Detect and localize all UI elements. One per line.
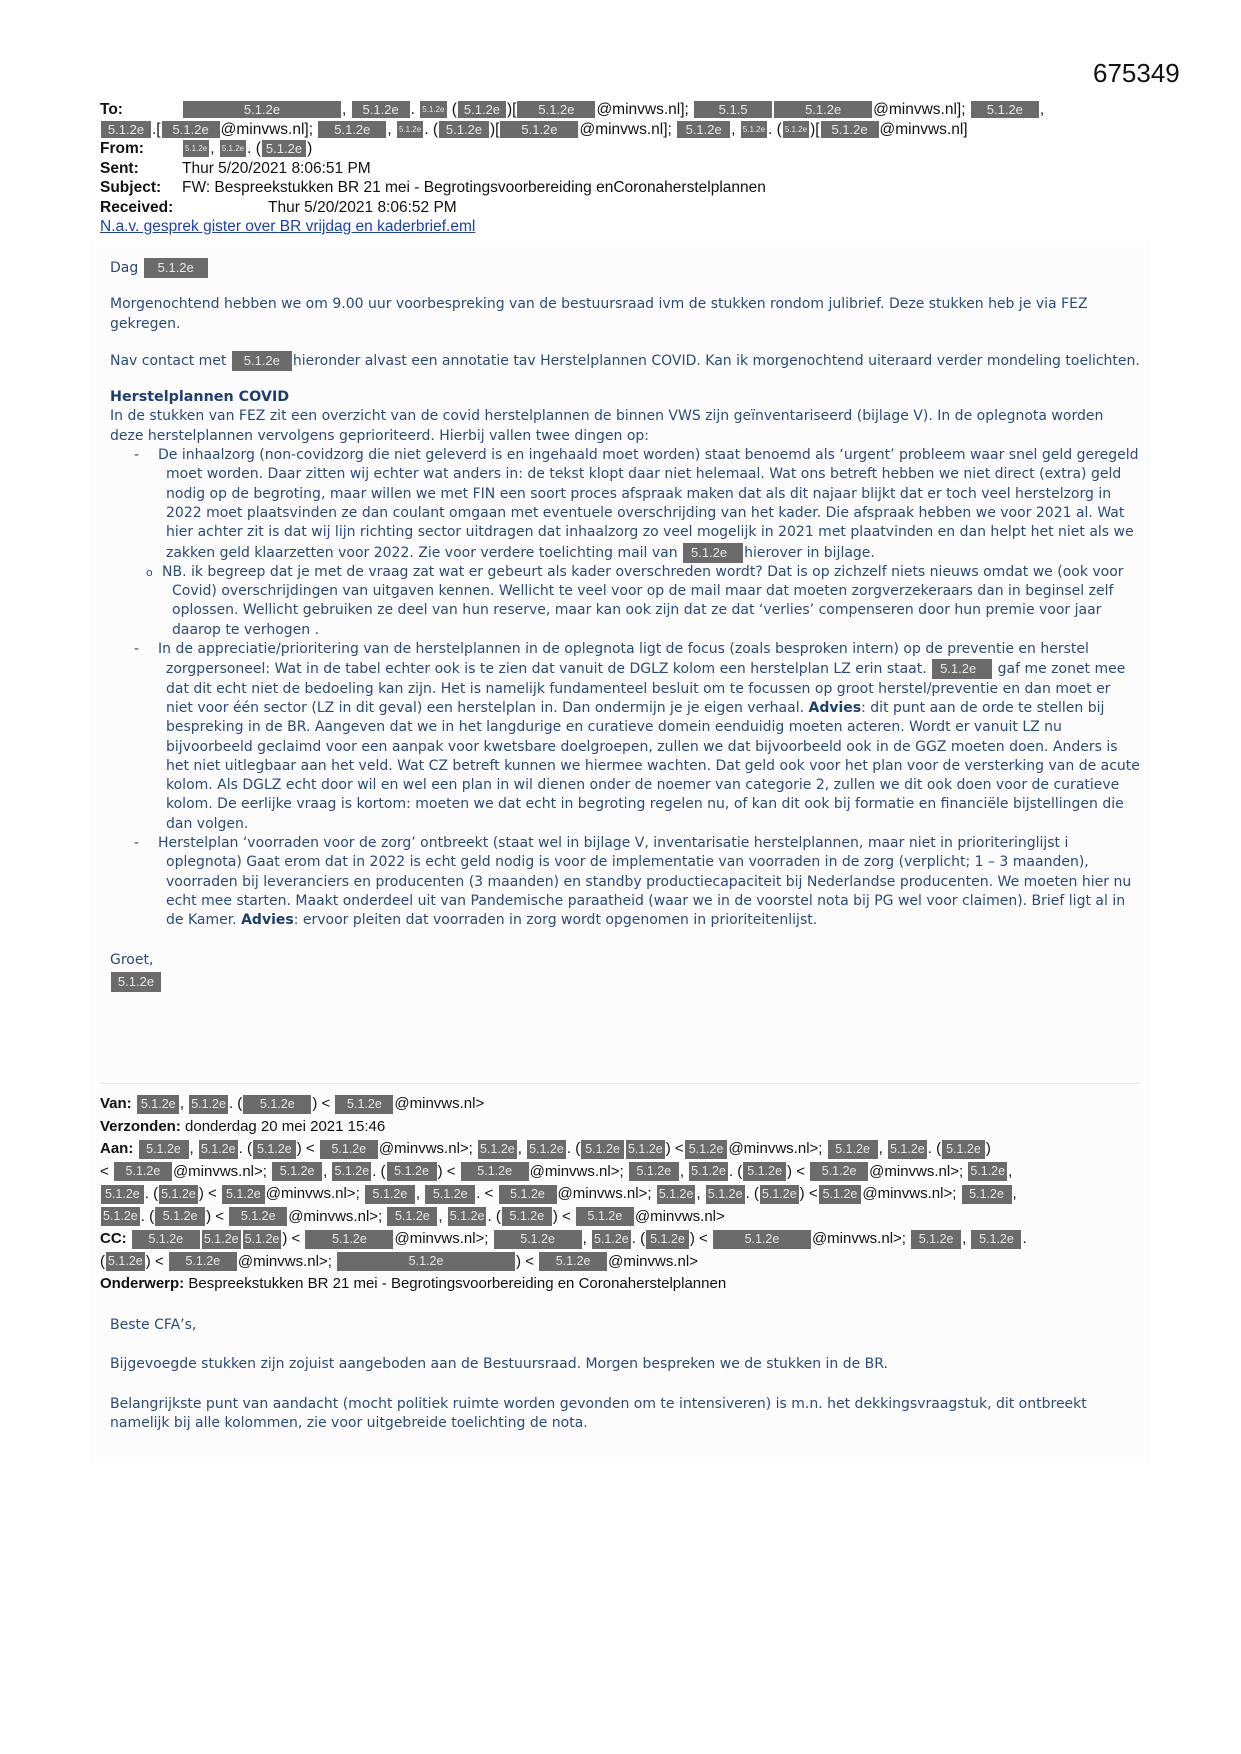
redaction: 5.1.2e <box>232 351 292 371</box>
redaction: 5.1.2e <box>144 258 208 278</box>
redaction: 5.1.2e <box>646 1230 689 1249</box>
verzonden-row <box>100 1116 1140 1139</box>
email-header <box>100 100 1140 237</box>
redaction: 5.1.2e <box>683 543 743 563</box>
redaction: 5.1.2e <box>132 1230 200 1249</box>
aan-row: Aan: 5.1.2e , 5.1.2e . ( 5.1.2e ) < 5.1.2e @minvws.nl>; 5.1.2e , 5.1.2e . ( 5.1.2e 5.1.2e ) < 5.1.2e @minvws.nl>; 5.1.2e , 5.1.2e . ( 5.1.2e ) <box>100 1140 991 1157</box>
redaction: 5.1.2e <box>774 101 872 118</box>
redaction: 5.1.2e <box>420 101 446 118</box>
advies-label: Advies <box>808 699 862 716</box>
p2-after: hieronder alvast een annotatie tav Herstelplannen COVID. Kan ik morgenochtend uiteraard verder mondeling toelichten. <box>292 352 1140 369</box>
redaction: 5.1.2e <box>911 1230 961 1249</box>
redaction: 5.1.2e <box>159 1185 198 1204</box>
van-row: Van: 5.1.2e , 5.1.2e . ( 5.1.2e ) < 5.1.2e @minvws.nl> <box>100 1095 485 1112</box>
redaction: 5.1.2e <box>318 121 386 138</box>
redaction: 5.1.2e <box>741 121 767 138</box>
redaction: 5.1.2e <box>689 1162 728 1181</box>
cc-row: CC: 5.1.2e 5.1.2e 5.1.2e ) < 5.1.2e @minvws.nl>; 5.1.2e , 5.1.2e . ( 5.1.2e ) < 5.1.2e @minvws.nl>; 5.1.2e , 5.1.2e . <box>100 1230 1027 1247</box>
van-label: Van: <box>100 1095 132 1112</box>
redaction: 5.1.2e <box>397 121 423 138</box>
redaction: 5.1.2e <box>439 121 489 138</box>
redaction: 5.1.2e <box>222 1185 265 1204</box>
redaction: 5.1.2e <box>137 1095 179 1114</box>
redaction: 5.1.2e <box>183 140 209 157</box>
redaction: 5.1.2e <box>962 1185 1012 1204</box>
redaction: 5.1.2e <box>155 1207 205 1226</box>
redaction: 5.1.2e <box>478 1140 517 1159</box>
paragraph-2 <box>110 351 1140 371</box>
redaction: 5.1.2e <box>576 1207 634 1226</box>
redaction: 5.1.2e <box>458 101 506 118</box>
sub-list-item: o NB. ik begreep dat je met de vraag zat wat er gebeurt als kader overschreden wordt? Dat is op zichzelf niets nieuws omdat we (ook voor Covid) overschrijdingen van uitgaven kennen. Wellicht te veel voor op de mail maar dat moeten zorgverzekeraars dan in beginsel zelf oplossen. Wellicht gebruiken ze deel van hun reserve, maar kan ook zijn dat ze dat ‘verlies’ compenseren door hun premie voor jaar daarop te verhogen . <box>48 563 1140 640</box>
bullet-text: In de appreciatie/prioritering van de herstelplannen in de oplegnota ligt de focus (zoals besproken intern) op de preventie en herstel zorgpersoneel: Wat in de tabel echter ook is te zien dat vanuit de DGLZ kolom een herstelplan LZ erin staat. <box>158 641 1089 678</box>
p2-before: Nav contact met <box>110 352 227 369</box>
fwd-greeting: Beste CFA’s, <box>110 1317 197 1333</box>
forwarded-body <box>110 1316 1140 1453</box>
redaction: 5.1.2e <box>262 140 306 157</box>
to-row-2: 5.1.2e .[ 5.1.2e @minvws.nl]; 5.1.2e , 5.1.2e . ( 5.1.2e )[ 5.1.2e @minvws.nl]; 5.1.2e , 5.1.2e . ( 5.1.2e )[ 5.1.2e @minvws.nl] <box>100 120 1140 140</box>
aan-row-2: < 5.1.2e @minvws.nl>; 5.1.2e , 5.1.2e . ( 5.1.2e ) < 5.1.2e @minvws.nl>; 5.1.2e , 5.1.2e . ( 5.1.2e ) < 5.1.2e @minvws.nl>; 5.1.2e , <box>100 1162 1013 1180</box>
aan-row-3: 5.1.2e . ( 5.1.2e ) < 5.1.2e @minvws.nl>; 5.1.2e , 5.1.2e . < 5.1.2e @minvws.nl>; 5.1.2e , 5.1.2e . ( 5.1.2e ) < 5.1.2e @minvws.nl>; 5.1.2e , <box>100 1183 1140 1206</box>
redaction: 5.1.2e <box>106 1252 145 1271</box>
subject-row <box>100 178 1140 198</box>
redaction: 5.1.2e <box>942 1140 985 1159</box>
redaction: 5.1.2e <box>819 1185 862 1204</box>
message-body <box>110 258 1140 992</box>
redaction: 5.1.2e <box>677 121 730 138</box>
redaction: 5.1.2e <box>888 1140 927 1159</box>
onderwerp-row <box>100 1273 1140 1296</box>
redaction: 5.1.2e <box>932 659 992 679</box>
redaction: 5.1.2e <box>243 1095 311 1114</box>
redaction: 5.1.2e <box>253 1140 296 1159</box>
redaction: 5.1.2e <box>337 1252 515 1271</box>
redaction: 5.1.2e <box>335 1095 393 1114</box>
greeting-text: Dag <box>110 260 139 276</box>
redaction: 5.1.2e <box>685 1140 728 1159</box>
redaction: 5.1.2e <box>169 1252 237 1271</box>
subject-value: FW: Bespreekstukken BR 21 mei - Begrotingsvoorbereiding enCoronaherstelplannen <box>182 179 766 196</box>
redaction: 5.1.2e <box>199 1140 238 1159</box>
redaction: 5.1.2e <box>320 1140 378 1159</box>
redaction: 5.1.2e <box>592 1230 631 1249</box>
redaction: 5.1.2e <box>220 140 246 157</box>
redaction: 5.1.2e <box>448 1207 487 1226</box>
redaction: 5.1.2e <box>183 101 341 118</box>
paragraph-1: Morgenochtend hebben we om 9.00 uur voorbespreking van de bestuursraad ivm de stukken rondom julibrief. Deze stukken heb je via FEZ gekregen. <box>110 296 1088 332</box>
received-label: Received: <box>100 198 174 216</box>
onderwerp-value: Bespreekstukken BR 21 mei - Begrotingsvoorbereiding en Coronaherstelplannen <box>188 1275 727 1292</box>
to-label: To: <box>100 101 123 118</box>
redaction: 5.1.2e <box>971 101 1039 118</box>
redaction: 5.1.2e <box>387 1207 437 1226</box>
redaction: 5.1.2e <box>229 1207 287 1226</box>
redaction: 5.1.2e <box>272 1162 322 1181</box>
from-label: From: <box>100 140 144 157</box>
section-intro: In de stukken van FEZ zit een overzicht van de covid herstelplannen de binnen VWS zijn geïnventariseerd (bijlage V). In de oplegnota worden deze herstelplannen vervolgens geprioriteerd. Hierbij vallen twee dingen op: <box>110 408 1104 444</box>
redaction: 5.1.2e <box>243 1230 282 1249</box>
redaction: 5.1.5 <box>694 101 772 118</box>
received-row <box>100 198 1140 218</box>
redaction: 5.1.2e <box>760 1185 799 1204</box>
forwarded-header <box>100 1093 1140 1296</box>
bullet-text: Herstelplan ‘voorraden voor de zorg’ ontbreekt (staat wel in bijlage V, inventarisatie herstelplannen, maar niet in prioriteringlijst i oplegnota) Gaat erom dat in 2022 is echt geld nodig is voor de implementatie van voorraden in de zorg (verplicht; 1 – 3 maanden), voorraden bij leveranciers en producenten (3 maanden) en standby productiecapaciteit bij Nederlandse producenten. We moeten hier nu echt mee starten. Maakt onderdeel uit van Pandemische paraatheid (waar we in de voorstel nota bij PG wel voor claimen). Brief ligt al in de Kamer. <box>158 835 1132 929</box>
redaction: 5.1.2e <box>425 1185 475 1204</box>
redaction: 5.1.2e <box>743 1162 786 1181</box>
redaction: 5.1.2e <box>539 1252 607 1271</box>
from-row: From: 5.1.2e , 5.1.2e . ( 5.1.2e ) <box>100 140 313 157</box>
aan-row-4: 5.1.2e . ( 5.1.2e ) < 5.1.2e @minvws.nl>; 5.1.2e , 5.1.2e . ( 5.1.2e ) < 5.1.2e @minvws.nl> <box>103 1207 725 1225</box>
redaction: 5.1.2e <box>500 121 578 138</box>
list-item <box>104 834 1140 930</box>
advies-label: Advies <box>241 912 294 929</box>
redaction: 5.1.2e <box>502 1207 552 1226</box>
redaction: 5.1.2e <box>968 1162 1007 1181</box>
bullet-list <box>110 446 1140 930</box>
redaction: 5.1.2e <box>494 1230 582 1249</box>
redaction: 5.1.2e <box>971 1230 1021 1249</box>
bullet-text: : dit punt aan de orde te stellen bij bespreking in de BR. Aangeven dat we in het langdurige en curatieve domein eenduidig moeten acteren. Wordt er vanuit LZ nu bijvoorbeeld geclaimd voor een aanpak voor kwetsbare doelgroepen, zullen we dat bijvoorbeeld ook in de GGZ moeten doen. Anders is het niet uitlegbaar aan het veld. Wat CZ betreft kunnen we hiermee wachten. Dat geld ook voor het plan voor de versterking van de acute kolom. Als DGLZ echt door wil en wel een plan in wil dienen onder de noemer van categorie 2, zullen we dit ook doen voor de curatieve kolom. De eerlijke vraag is kortom: moeten we dat echt in begroting regelen nu, of kan dit ook bij formatie en financiële bijstellingen die dan volgen. <box>166 699 1140 832</box>
list-item <box>104 446 1140 563</box>
subject-label: Subject: <box>100 179 162 196</box>
bullet-text: : ervoor pleiten dat voorraden in zorg wordt opgenomen in prioriteitenlijst. <box>293 912 818 929</box>
redaction: 5.1.2e <box>101 1207 140 1226</box>
verzonden-label: Verzonden: <box>100 1117 181 1135</box>
redaction: 5.1.2e <box>332 1162 371 1181</box>
sent-label: Sent: <box>100 159 139 177</box>
redaction: 5.1.2e <box>626 1140 665 1159</box>
cc-row-2: ( 5.1.2e ) < 5.1.2e @minvws.nl>; 5.1.2e ) < 5.1.2e @minvws.nl> <box>100 1252 698 1270</box>
redaction: 5.1.2e <box>114 1162 172 1181</box>
redaction: 5.1.2e <box>461 1162 529 1181</box>
redaction: 5.1.2e <box>352 101 410 118</box>
greeting <box>110 258 1140 278</box>
redaction: 5.1.2e <box>828 1140 878 1159</box>
divider <box>100 1083 1140 1084</box>
redaction: 5.1.2e <box>821 121 879 138</box>
sent-row <box>100 159 1140 179</box>
sent-value: Thur 5/20/2021 8:06:51 PM <box>182 159 371 177</box>
verzonden-value: donderdag 20 mei 2021 15:46 <box>185 1117 386 1135</box>
redaction: 5.1.2e <box>101 1185 144 1204</box>
redaction: 5.1.2e <box>657 1185 696 1204</box>
attachment-link[interactable]: N.a.v. gesprek gister over BR vrijdag en kaderbrief.eml <box>100 218 476 235</box>
redaction: 5.1.2e <box>162 121 220 138</box>
redaction: 5.1.2e <box>387 1162 437 1181</box>
attachment-row <box>100 217 1140 237</box>
received-value: Thur 5/20/2021 8:06:52 PM <box>268 198 457 216</box>
bullet-text: De inhaalzorg (non-covidzorg die niet geleverd is en ingehaald moet worden) staat benoemd als ‘urgent’ probleem waar snel geld geregeld moet worden. Daar zitten wij echter wat anders in: de tekst klopt daar niet helemaal. Wat ons betreft hebben we niet direct (extra) geld nodig op de begroting, maar willen we met FIN een soort proces afspraak maken dat als dit najaar blijkt dat er toch veel herstelzorg in 2022 moet plaatsvinden ze dan coulant omgaan met eventuele overschrijding van het kader. Die afspraak hebben we voor 2021 al. Wat hier achter zit is dat wij lijn richting sector uitdragen dat inhaalzorg zo veel mogelijk in 2021 met plaatvinden en dan helpt het niet als we zakken geld klaarzetten voor 2022. Zie voor verdere toelichting mail van <box>158 447 1139 561</box>
redaction: 5.1.2e <box>202 1230 241 1249</box>
closing: Groet, <box>110 951 154 968</box>
redaction: 5.1.2e <box>517 101 595 118</box>
redaction: 5.1.2e <box>365 1185 415 1204</box>
redaction: 5.1.2e <box>499 1185 557 1204</box>
redaction: 5.1.2e <box>706 1185 745 1204</box>
document-id: 675349 <box>1093 58 1180 88</box>
onderwerp-label: Onderwerp: <box>100 1275 185 1292</box>
list-item <box>104 640 1140 834</box>
aan-label: Aan: <box>100 1140 134 1157</box>
email-domain: @minvws.nl]; <box>596 101 689 118</box>
fwd-paragraph-1: Bijgevoegde stukken zijn zojuist aangeboden aan de Bestuursraad. Morgen bespreken we de stukken in de BR. <box>110 1356 888 1373</box>
bullet-text: hierover in bijlage. <box>744 544 875 561</box>
redaction: 5.1.2e <box>783 121 809 138</box>
fwd-paragraph-2: Belangrijkste punt van aandacht (mocht politiek ruimte worden gevonden om te intensiveren) is m.n. het dekkingsvraagstuk, dit ontbreekt namelijk bij alle kolommen, zie voor uitgebreide toelichting de nota. <box>110 1395 1087 1431</box>
redaction: 5.1.2e <box>527 1140 566 1159</box>
signature-redaction: 5.1.2e <box>111 972 161 992</box>
redaction: 5.1.2e <box>810 1162 868 1181</box>
redaction: 5.1.2e <box>189 1095 228 1114</box>
redaction: 5.1.2e <box>629 1162 679 1181</box>
redaction: 5.1.2e <box>139 1140 189 1159</box>
bullet-text: gaf me zonet mee dat dit echt niet de bedoeling kan zijn. Het is namelijk fundamenteel besluit om te focussen op groot herstel/preventie en dan moet er niet voor één sector (LZ in dit geval) een herstelplan in. Dan ondermijn je je eigen verhaal. <box>166 661 1126 716</box>
to-row: To: 5.1.2e , 5.1.2e . 5.1.2e ( 5.1.2e )[ 5.1.2e @minvws.nl]; 5.1.5 5.1.2e @minvws.nl]; 5.1.2e , <box>100 101 1045 118</box>
redaction: 5.1.2e <box>581 1140 624 1159</box>
cc-label: CC: <box>100 1230 127 1247</box>
section-title: Herstelplannen COVID <box>110 389 290 406</box>
redaction: 5.1.2e <box>305 1230 393 1249</box>
redaction: 5.1.2e <box>101 121 151 138</box>
redaction: 5.1.2e <box>713 1230 811 1249</box>
